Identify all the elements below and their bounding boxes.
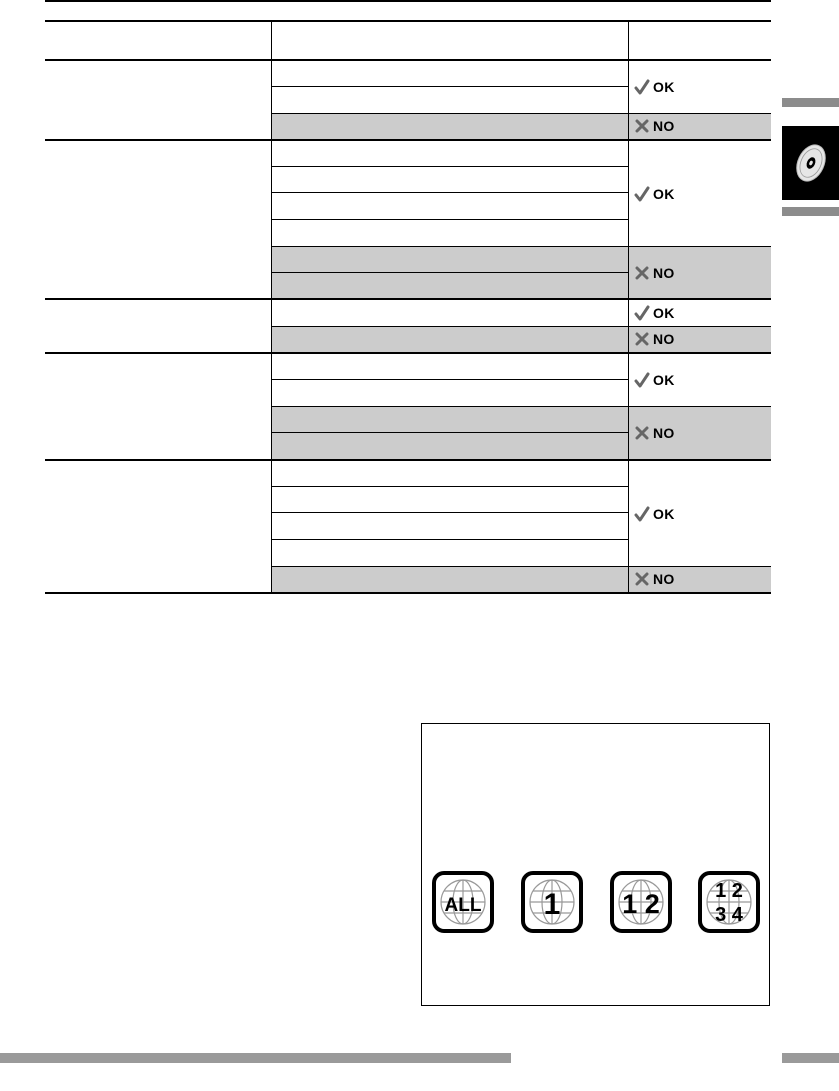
check-icon	[634, 506, 650, 522]
ok-mark	[634, 506, 675, 522]
region-label: ALL	[444, 895, 482, 916]
ok-mark	[634, 186, 675, 202]
group-rule	[45, 459, 771, 461]
group-rule	[45, 298, 771, 300]
row-line	[272, 486, 628, 487]
cross-icon	[634, 265, 650, 281]
region-1-icon	[520, 870, 584, 934]
row-line	[272, 166, 628, 167]
region-label: 3 4	[715, 904, 743, 926]
region-all-icon	[431, 870, 495, 934]
footer-bar-right	[782, 1053, 839, 1063]
ok-label: OK	[653, 372, 675, 388]
side-tab-bar-bottom	[782, 207, 839, 216]
row-line	[272, 566, 771, 567]
check-icon	[634, 79, 650, 95]
shaded-row	[272, 566, 771, 593]
ok-mark	[634, 305, 675, 321]
ok-mark	[634, 79, 675, 95]
disc-icon	[789, 138, 833, 188]
no-mark	[634, 425, 675, 441]
no-mark	[634, 571, 675, 587]
row-line	[272, 406, 771, 407]
row-line	[272, 113, 771, 114]
region-label: 1 2	[715, 880, 743, 902]
no-label: NO	[653, 118, 675, 134]
ok-label: OK	[653, 506, 675, 522]
check-icon	[634, 372, 650, 388]
cross-icon	[634, 118, 650, 134]
column-divider	[271, 20, 272, 594]
group-rule	[45, 352, 771, 354]
header-bottom-rule	[45, 59, 771, 61]
no-mark	[634, 265, 675, 281]
row-line	[272, 432, 628, 433]
side-tab-bar-top	[782, 98, 839, 107]
cross-icon	[634, 331, 650, 347]
row-line	[272, 219, 628, 220]
no-mark	[634, 331, 675, 347]
side-tab	[782, 126, 839, 200]
region-1-2-icon	[609, 870, 673, 934]
region-1-2-3-4-icon	[697, 870, 761, 934]
top-rule	[45, 0, 771, 2]
cross-icon	[634, 571, 650, 587]
shaded-row	[272, 326, 771, 352]
group-rule	[45, 139, 771, 141]
ok-label: OK	[653, 305, 675, 321]
no-mark	[634, 118, 675, 134]
row-line	[272, 86, 628, 87]
check-icon	[634, 305, 650, 321]
ok-label: OK	[653, 79, 675, 95]
row-line	[272, 246, 771, 247]
table-bottom-rule	[45, 592, 771, 594]
region-label: 1	[543, 888, 561, 921]
column-divider	[628, 20, 629, 594]
footer-bar-left	[0, 1053, 511, 1063]
cross-icon	[634, 425, 650, 441]
region-label: 1 2	[622, 889, 660, 919]
row-line	[272, 379, 628, 380]
ok-label: OK	[653, 186, 675, 202]
check-icon	[634, 186, 650, 202]
no-label: NO	[653, 571, 675, 587]
no-label: NO	[653, 331, 675, 347]
no-label: NO	[653, 265, 675, 281]
row-line	[272, 539, 628, 540]
shaded-row	[272, 114, 771, 140]
row-line	[272, 272, 628, 273]
row-line	[272, 326, 771, 327]
row-line	[272, 192, 628, 193]
ok-mark	[634, 372, 675, 388]
no-label: NO	[653, 425, 675, 441]
row-line	[272, 512, 628, 513]
header-top-rule	[45, 20, 771, 22]
region-code-box	[421, 723, 770, 1006]
